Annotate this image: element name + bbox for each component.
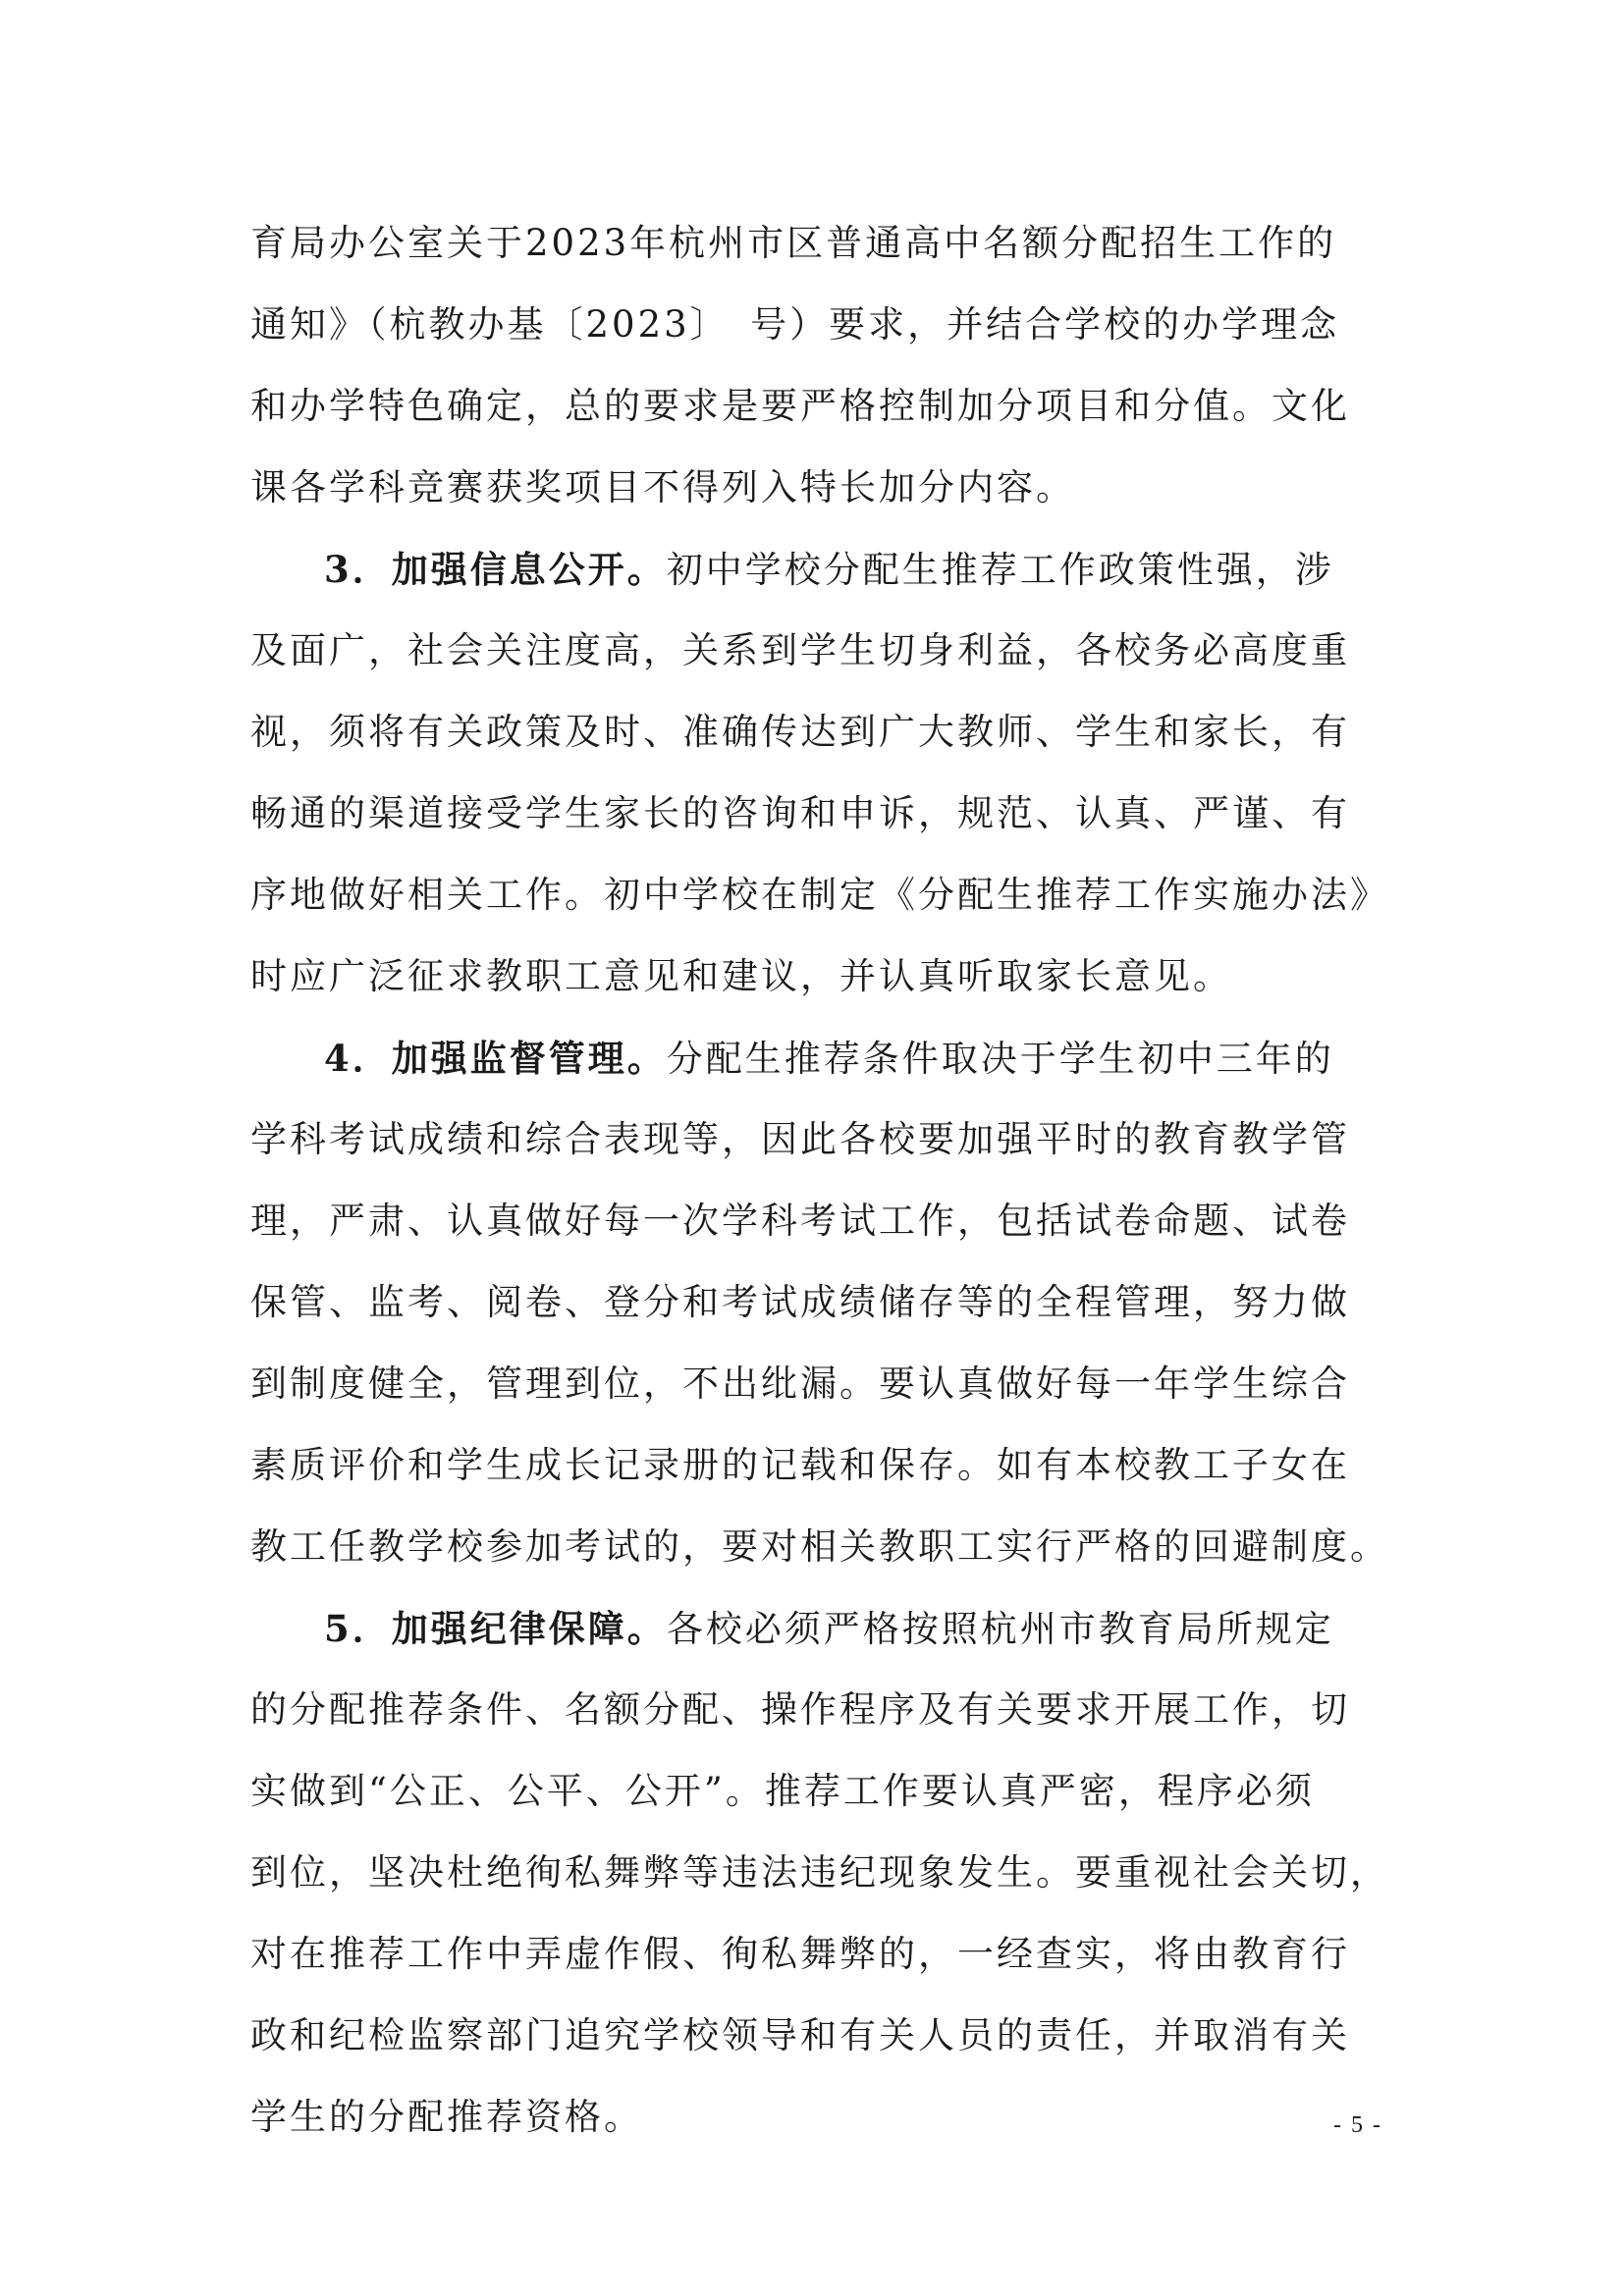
body-line: 时应广泛征求教职工意见和建议，并认真听取家长意见。: [250, 955, 1232, 997]
body-line: 学科考试成绩和综合表现等，因此各校要加强平时的教育教学管: [250, 1118, 1350, 1160]
body-line: 实做到“公正、公平、公开”。推荐工作要认真严密，程序必须: [250, 1770, 1315, 1812]
body-line: 畅通的渠道接受学生家长的咨询和申诉，规范、认真、严谨、有: [250, 792, 1350, 834]
body-line: 视，须将有关政策及时、准确传达到广大教师、学生和家长，有: [250, 711, 1350, 753]
body-line: 和办学特色确定，总的要求是要严格控制加分项目和分值。文化: [250, 385, 1350, 427]
body-line: 的分配推荐条件、名额分配、操作程序及有关要求开展工作，切: [250, 1688, 1350, 1731]
body-line: 学生的分配推荐资格。: [250, 2096, 643, 2138]
body-line: 及面广，社会关注度高，关系到学生切身利益，各校务必高度重: [250, 629, 1350, 671]
body-line: 育局办公室关于2023年杭州市区普通高中名额分配招生工作的: [250, 222, 1337, 264]
section-3-heading-line: 3．加强信息公开。初中学校分配生推荐工作政策性强，涉: [324, 548, 1334, 591]
section-3-heading: 3．加强信息公开。: [324, 548, 667, 591]
page-number: - 5 -: [1333, 2112, 1382, 2138]
section-5-heading-line: 5．加强纪律保障。各校必须严格按照杭州市教育局所规定: [324, 1607, 1334, 1650]
body-line: 序地做好相关工作。初中学校在制定《分配生推荐工作实施办法》: [250, 874, 1389, 916]
section-4-heading-line: 4．加强监督管理。分配生推荐条件取决于学生初中三年的: [324, 1037, 1334, 1080]
body-line: 政和纪检监察部门追究学校领导和有关人员的责任，并取消有关: [250, 2014, 1350, 2056]
body-line: 对在推荐工作中弄虚作假、徇私舞弊的，一经查实，将由教育行: [250, 1933, 1350, 1975]
body-line: 到制度健全，管理到位，不出纰漏。要认真做好每一年学生综合: [250, 1362, 1350, 1405]
body-line: 保管、监考、阅卷、登分和考试成绩储存等的全程管理，努力做: [250, 1281, 1350, 1323]
section-5-heading: 5．加强纪律保障。: [324, 1607, 667, 1650]
body-line: 通知》（杭教办基〔2023〕 号）要求，并结合学校的办学理念: [250, 303, 1340, 346]
body-line: 课各学科竞赛获奖项目不得列入特长加分内容。: [250, 466, 1075, 508]
section-4-heading: 4．加强监督管理。: [324, 1037, 667, 1080]
body-line: 到位，坚决杜绝徇私舞弊等违法违纪现象发生。要重视社会关切，: [250, 1851, 1389, 1894]
body-line: 教工任教学校参加考试的，要对相关教职工实行严格的回避制度。: [250, 1525, 1389, 1568]
body-line: 素质评价和学生成长记录册的记载和保存。如有本校教工子女在: [250, 1444, 1350, 1486]
body-line: 理，严肃、认真做好每一次学科考试工作，包括试卷命题、试卷: [250, 1200, 1350, 1242]
